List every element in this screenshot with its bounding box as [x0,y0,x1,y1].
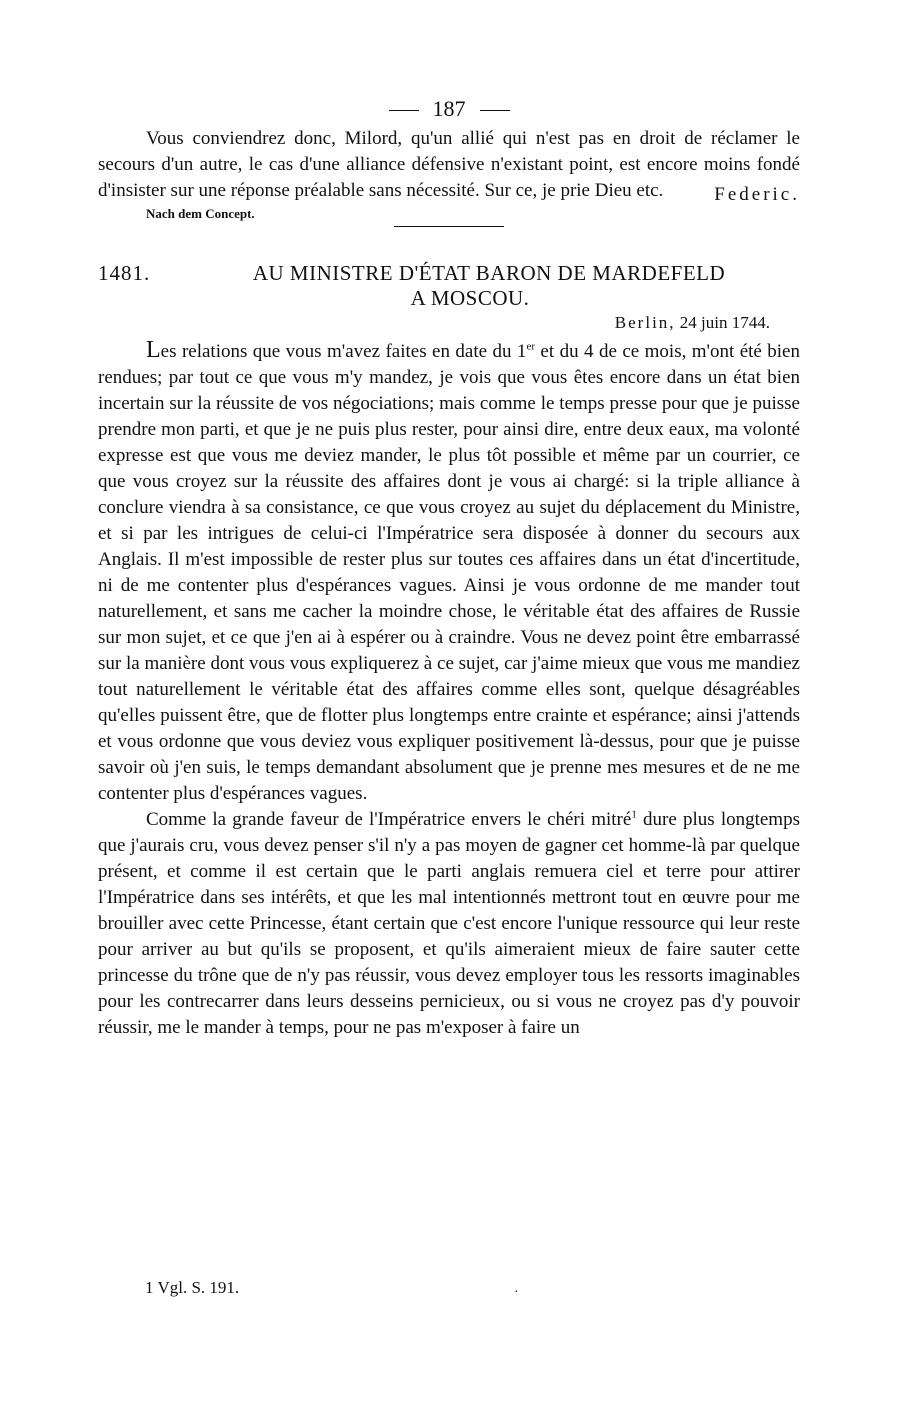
letter-heading [98,261,800,311]
footnote: 1 Vgl. S. 191. [145,1278,240,1297]
page-body [98,92,800,1041]
signature: Federic. [714,184,800,205]
letter-paragraph-1 [98,337,800,807]
letter-number: 1481. [98,261,151,285]
footnote-marker: 1 [631,808,637,821]
page-number: 187 [432,96,466,121]
superscript-er: er [526,340,535,353]
date-place: Berlin, [614,313,676,332]
paragraph-1-text-a: es relations que vous m'avez faites en date du 1 [160,341,527,362]
closing-paragraph [98,126,800,204]
dateline [98,313,800,333]
initial-letter: L [146,337,161,363]
letter-title: AU MINISTRE D'ÉTAT BARON DE MARDEFELD [252,261,726,285]
previous-letter-ending [98,126,800,204]
header-dash-right [480,110,510,111]
paragraph-2-text-b: dure plus longtemps que j'aurais cru, vous devez penser s'il n'y a pas moyen de gagner cet homme-là par quelque présent, et comme il est certain que le parti anglais remuera ciel et terre pour attirer l'Impératrice dans ses intérêts, et que les mal intentionnés mettront tout en œuvre pour me brouiller avec cette Princesse, étant certain que c'est encore l'unique ressource qui leur reste pour arriver au but qu'ils se proposent, et qu'ils aimeraient mieux de faire sauter cette princesse du trône que de n'y pas réussir, vous devez employer tous les ressorts imaginables pour les contrecarrer dans leurs desseins pernicieux, ou si vous ne croyez pas d'y pouvoir réussir, me le mander à temps, pour ne pas m'exposer à faire un [98,809,800,1038]
source-note: Nach dem Concept. [146,206,255,221]
paragraph-1-text-b: et du 4 de ce mois, m'ont été bien rendues; par tout ce que vous m'y mandez, je vois que vous êtes encore dans un état bien incertain sur la réussite de vos négociations; mais comme le temps presse pour que je puisse prendre mon parti, et que je ne puis plus rester, pour ainsi dire, entre deux eaux, ma volonté expresse est que vous me deviez mander, le plus tôt possible et même par un courrier, ce que vous croyez sur la réussite des affaires dont je vous ai chargé: si la triple alliance à conclure viendra à sa consistance, ce que vous croyez au sujet du déplacement du Ministre, et si par les intrigues de celui-ci l'Impératrice sera disposée à donner du secours aux Anglais. Il m'est impossible de rester plus sur toutes ces affaires dans un état d'incertitude, ni de me contenter plus d'espérances vagues. Ainsi je vous ordonne de me mander tout naturellement, et sans me cacher la moindre chose, le véritable état des affaires de Russie sur mon sujet, et ce que j'en ai à espérer ou à craindre. Vous ne devez point être embarrassé sur la manière dont vous vous expliquerez à ce sujet, car j'aime mieux que vous me mandiez tout naturellement le véritable état des affaires comme elles sont, quelque désagréables qu'elles puissent être, que de flotter plus longtemps entre crainte et espérance; ainsi j'attends et vous ordonne que vous deviez vous expliquer positivement là-dessus, pour que je puisse savoir où j'en suis, le temps demandant absolument que je prenne mes mesures et de ne me contenter plus d'espérances vagues. [98,341,800,804]
section-divider [394,226,504,227]
paragraph-2-text-a: Comme la grande faveur de l'Impératrice envers le chéri mitré [146,809,632,830]
closing-paragraph-text: Vous conviendrez donc, Milord, qu'un allié qui n'est pas en droit de réclamer le secours d'un autre, le cas d'une alliance défensive n'existant point, est encore moins fondé d'insister sur une réponse préalable sans nécessité. Sur ce, je prie Dieu etc. [98,128,800,201]
header-dash-left [389,110,419,111]
letter-paragraph-2 [98,807,800,1041]
page-header [98,92,800,126]
date-value: 24 juin 1744. [679,313,770,332]
letter-title-line2: A MOSCOU. [410,286,530,310]
stray-dot: · [514,1285,519,1300]
